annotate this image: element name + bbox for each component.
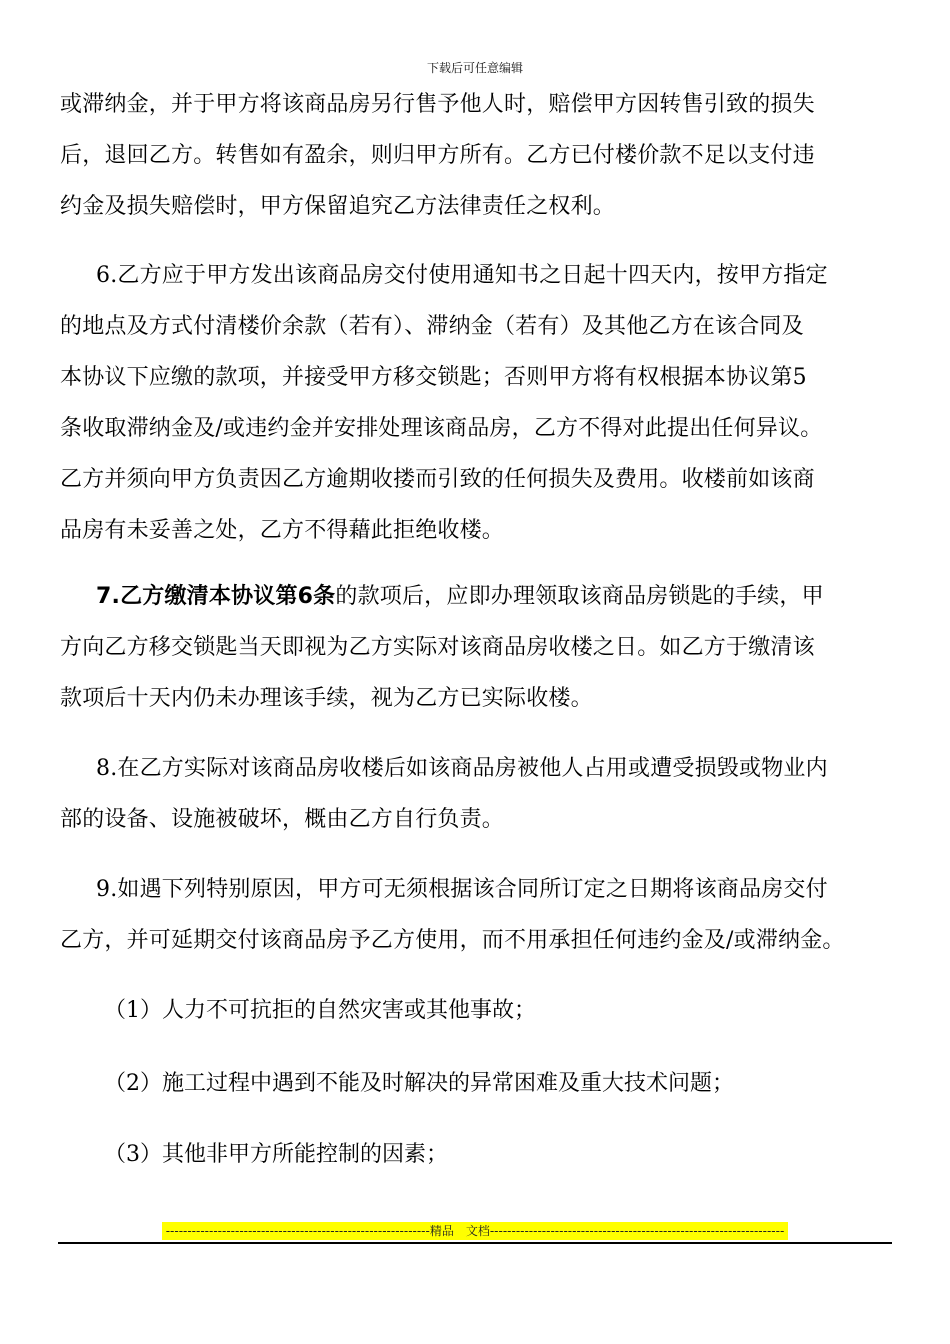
text-line: 方向乙方移交锁匙当天即视为乙方实际对该商品房收楼之日。如乙方于缴清该 <box>60 635 815 660</box>
clause-8 <box>60 743 895 845</box>
text-line: 的地点及方式付清楼价余款（若有）、滞纳金（若有）及其他乙方在该合同及 <box>60 314 804 339</box>
text-line: 本协议下应缴的款项，并接受甲方移交锁匙；否则甲方将有权根据本协议第5 <box>60 365 807 390</box>
text-line: 约金及损失赔偿时，甲方保留追究乙方法律责任之权利。 <box>60 194 616 219</box>
text-line: 款项后十天内仍未办理该手续，视为乙方已实际收楼。 <box>60 686 593 711</box>
text-line: 部的设备、设施被破坏，概由乙方自行负责。 <box>60 807 505 832</box>
text-line: 后，退回乙方。转售如有盈余，则归甲方所有。乙方已付楼价款不足以支付违 <box>60 143 815 168</box>
list-item: （1）人力不可抗拒的自然灾害或其他事故； <box>104 998 536 1023</box>
text-line: 乙方，并可延期交付该商品房予乙方使用，而不用承担任何违约金及/或滞纳金。 <box>60 928 845 953</box>
clause-7-bold-lead: 7.乙方缴清本协议第6条 <box>96 584 336 609</box>
text-line: 9.如遇下列特别原因，甲方可无须根据该合同所订定之日期将该商品房交付 <box>96 877 828 902</box>
footer-rule <box>58 1242 892 1244</box>
text-line: 条收取滞纳金及/或违约金并安排处理该商品房，乙方不得对此提出任何异议。 <box>60 416 823 441</box>
text-line: 6.乙方应于甲方发出该商品房交付使用通知书之日起十四天内，按甲方指定 <box>96 263 828 288</box>
clause-6 <box>60 250 895 556</box>
clause-7-text: 的款项后，应即办理领取该商品房锁匙的手续，甲 <box>335 584 824 609</box>
text-line: 或滞纳金，并于甲方将该商品房另行售予他人时，赔偿甲方因转售引致的损失 <box>60 92 815 117</box>
text-line: 8.在乙方实际对该商品房收楼后如该商品房被他人占用或遭受损毁或物业内 <box>96 756 828 781</box>
footer-watermark: -------------------------------------------------------------精品 文档-------------------------------------------------------------------- <box>162 1222 788 1240</box>
clause-9 <box>60 864 895 966</box>
list-item: （2）施工过程中遇到不能及时解决的异常困难及重大技术问题； <box>104 1071 734 1096</box>
list-item: （3）其他非甲方所能控制的因素； <box>104 1142 448 1167</box>
text-line: 品房有未妥善之处，乙方不得藉此拒绝收楼。 <box>60 518 505 543</box>
text-line: 乙方并须向甲方负责因乙方逾期收搂而引致的任何损失及费用。收楼前如该商 <box>60 467 815 492</box>
text-line <box>60 571 895 622</box>
clause-7 <box>60 571 895 724</box>
paragraph-continuation <box>60 79 895 232</box>
header-note: 下载后可任意编辑 <box>426 61 523 75</box>
